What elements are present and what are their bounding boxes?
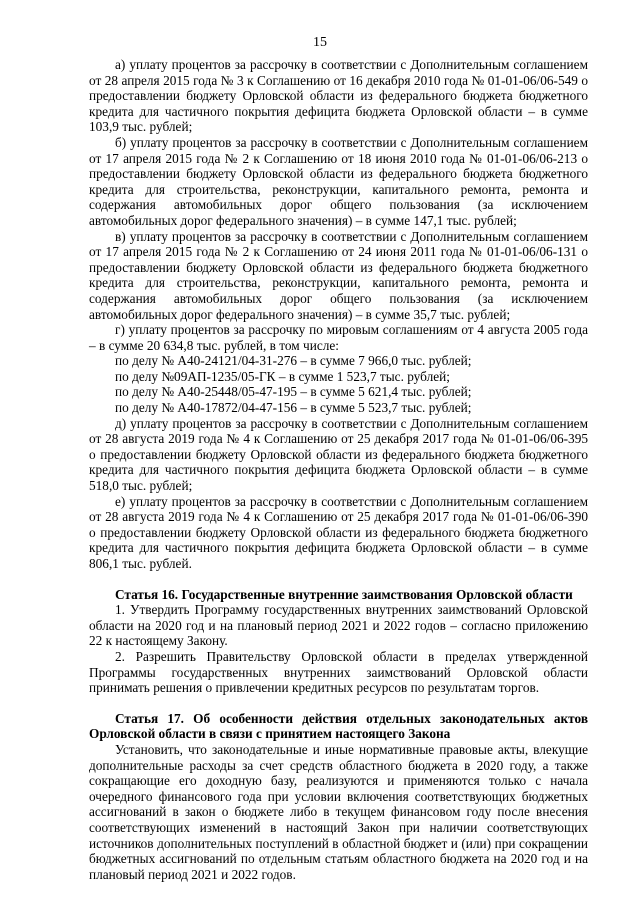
paragraph-d: д) уплату процентов за рассрочку в соответствии с Дополнительным соглашением от 28 августа 2019 года № 4 к Соглашению от 25 декабря 2017 года № 01-01-06/06-395 о предоставлении бюджету Орловской области из федерального бюджета бюджетного кредита для частичного покрытия дефицита бюджета Орловской области – в сумме 518,0 тыс. рублей; bbox=[89, 415, 588, 494]
section-gap bbox=[89, 572, 588, 587]
article-17-heading: Статья 17. Об особенности действия отдельных законодательных актов Орловской области в связи с принятием настоящего Закона bbox=[89, 710, 588, 742]
paragraph-v: в) уплату процентов за рассрочку в соответствии с Дополнительным соглашением от 17 апреля 2015 года № 2 к Соглашению от 24 июня 2011 года № 01-01-06/06-131 о предоставлении бюджету Орловской области из федерального бюджета бюджетного кредита для строительства, реконструкции, капитального ремонта, ремонта и содержания автомобильных дорог общего пользования (за исключением автомобильных дорог федерального значения) – в сумме 35,7 тыс. рублей; bbox=[89, 228, 588, 322]
page-number: 15 bbox=[313, 35, 327, 50]
paragraph-a: а) уплату процентов за рассрочку в соответствии с Дополнительным соглашением от 28 апреля 2015 года № 3 к Соглашению от 16 декабря 2010 года № 01-01-06/06-549 о предоставлении бюджету Орловской области из федерального бюджета бюджетного кредита для частичного покрытия дефицита бюджета Орловской области – в сумме 103,9 тыс. рублей; bbox=[89, 57, 588, 135]
article-16-heading: Статья 16. Государственные внутренние заимствования Орловской области bbox=[115, 586, 573, 602]
case-item: по делу № А40-25448/05-47-195 – в сумме 5 621,4 тыс. рублей; bbox=[115, 384, 472, 400]
paragraph-g: г) уплату процентов за рассрочку по мировым соглашениям от 4 августа 2005 года – в сумме 20 634,8 тыс. рублей, в том числе: bbox=[89, 322, 588, 353]
case-item: по делу № А40-17872/04-47-156 – в сумме 5 523,7 тыс. рублей; bbox=[115, 400, 472, 416]
article-16-paragraph: 2. Разрешить Правительству Орловской области в пределах утвержденной Программы государственных внутренних заимствований Орловской области принимать решения о привлечении кредитных ресурсов по результатам торгов. bbox=[89, 648, 588, 696]
article-16-paragraph: 1. Утвердить Программу государственных внутренних заимствований Орловской области на 2020 год и на плановый период 2021 и 2022 годов – согласно приложению 22 к настоящему Закону. bbox=[89, 602, 588, 649]
article-17-paragraph: Установить, что законодательные и иные нормативные правовые акты, влекущие дополнительные расходы за счет средств областного бюджета в 2020 году, а также сокращающие его доходную базу, реализуются и применяются только с начала очередного финансового года при условии включения соответствующих бюджетных ассигнований в закон о бюджете либо в текущем финансовом году после внесения соответствующих изменений в настоящий Закон при наличии соответствующих источников дополнительных поступлений в областной бюджет и (или) при сокращении бюджетных ассигнований по отдельным статьям областного бюджета на 2020 год и на плановый период 2021 и 2022 годов. bbox=[89, 741, 588, 882]
case-item: по делу № А40-24121/04-31-276 – в сумме 7 966,0 тыс. рублей; bbox=[115, 353, 472, 369]
paragraph-b: б) уплату процентов за рассрочку в соответствии с Дополнительным соглашением от 17 апреля 2015 года № 2 к Соглашению от 18 июня 2010 года № 01-01-06/06-213 о предоставлении бюджету Орловской области из федерального бюджета бюджетного кредита для строительства, реконструкции, капитального ремонта, ремонта и содержания автомобильных дорог общего пользования (за исключением автомобильных дорог федерального значения) – в сумме 147,1 тыс. рублей; bbox=[89, 134, 588, 228]
section-gap bbox=[89, 696, 588, 711]
document-body bbox=[89, 57, 588, 882]
paragraph-e: е) уплату процентов за рассрочку в соответствии с Дополнительным соглашением от 28 августа 2019 года № 4 к Соглашению от 25 декабря 2017 года № 01-01-06/06-390 о предоставлении бюджету Орловской области из федерального бюджета бюджетного кредита для частичного покрытия дефицита бюджета Орловской области – в сумме 806,1 тыс. рублей. bbox=[89, 493, 588, 571]
case-item: по делу №09АП-1235/05-ГК – в сумме 1 523,7 тыс. рублей; bbox=[115, 368, 450, 384]
